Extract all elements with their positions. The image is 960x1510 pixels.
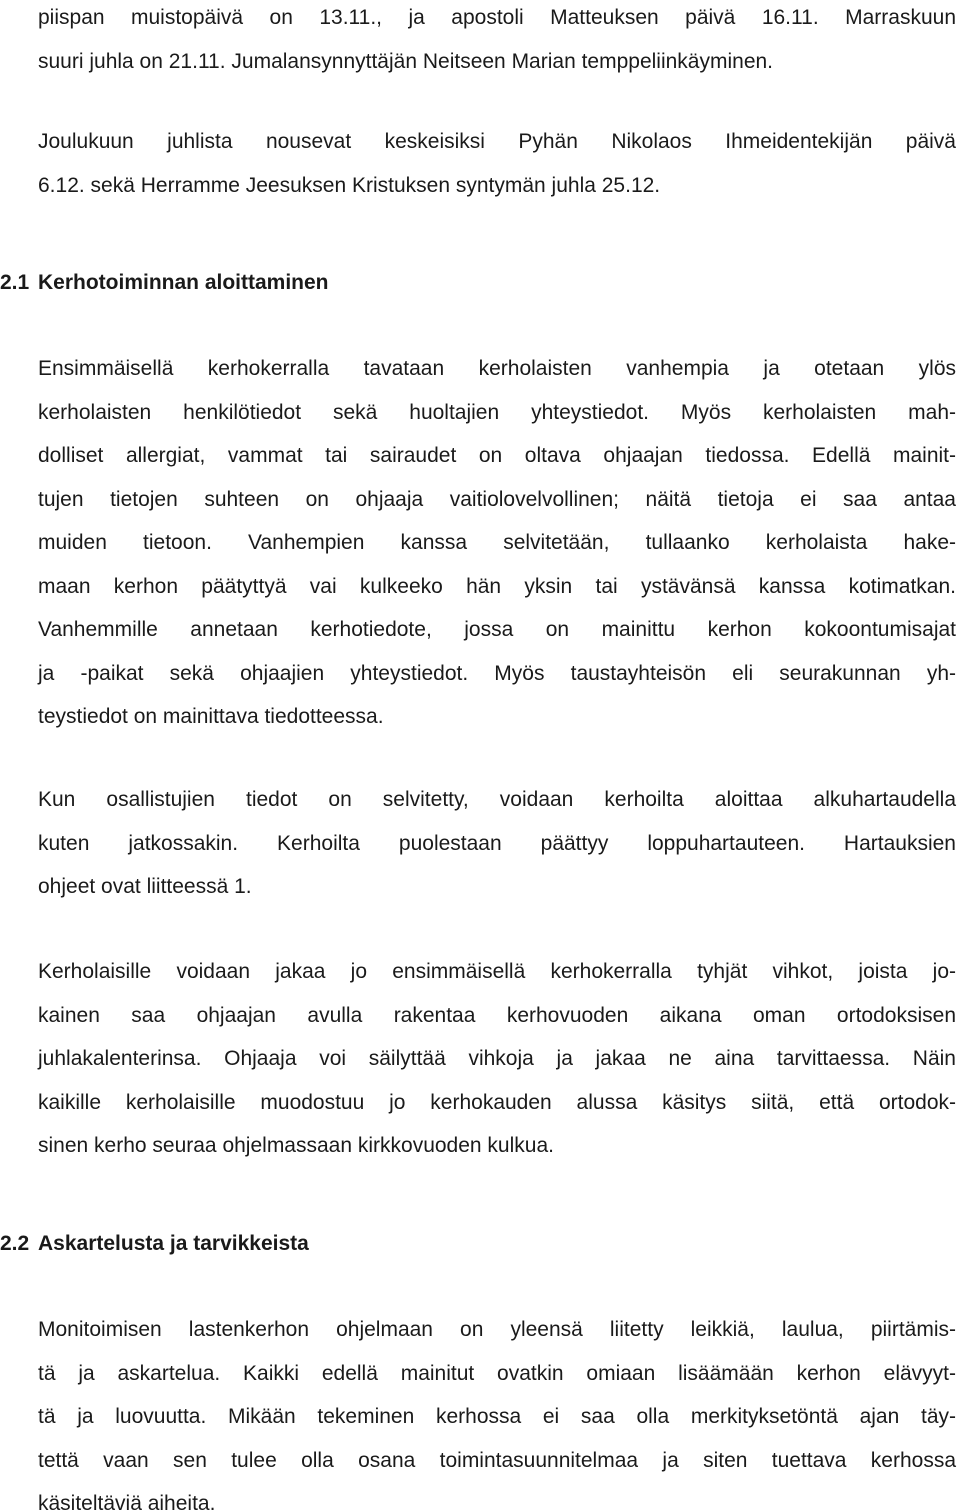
paragraph-askartelu [38, 1308, 956, 1510]
text-line: piispan muistopäivä on 13.11., ja apostoli Matteuksen päivä 16.11. Marraskuun [38, 6, 956, 29]
text-line: tujen tietojen suhteen on ohjaaja vaitiolovelvollinen; näitä tietoja ei saa antaa [38, 487, 956, 511]
text-line: käsiteltäviä aiheita. [38, 1492, 216, 1510]
text-line: kaikille kerholaisille muodostuu jo kerhokauden alussa käsitys siitä, että ortodok- [38, 1090, 956, 1114]
text-line: tä ja askartelua. Kaikki edellä mainitut ovatkin omiaan lisäämään kerhon elävyyt- [38, 1361, 956, 1385]
text-line: 6.12. sekä Herramme Jeesuksen Kristuksen syntymän juhla 25.12. [38, 173, 661, 197]
text-line: Vanhemmille annetaan kerhotiedote, jossa on mainittu kerhon kokoontumisajat [38, 618, 956, 641]
text-line: tettä vaan sen tulee olla osana toimintasuunnitelmaa ja siten tuettava kerhossa [38, 1448, 956, 1472]
text-line: ohjeet ovat liitteessä 1. [38, 875, 252, 898]
text-line: sinen kerho seuraa ohjelmassaan kirkkovuoden kulkua. [38, 1134, 554, 1157]
section-number: 2.2 [0, 1232, 30, 1255]
text-line: Kun osallistujien tiedot on selvitetty, voidaan kerhoilta aloittaa alkuhartaudella [38, 788, 956, 811]
paragraph-vihkot [38, 950, 956, 1168]
text-line: kerholaisten henkilötiedot sekä huoltajien yhteystiedot. Myös kerholaisten mah- [38, 400, 956, 424]
paragraph-kerhotiedot [38, 347, 956, 739]
text-line: teystiedot on mainittava tiedotteessa. [38, 705, 384, 728]
section-title: Askartelusta ja tarvikkeista [38, 1232, 309, 1255]
section-heading-2-2 [0, 1229, 309, 1259]
december-paragraph [38, 120, 956, 207]
text-line: dolliset allergiat, vammat tai sairaudet on oltava ohjaajan tiedossa. Edellä mainit- [38, 444, 956, 467]
text-line: kainen saa ohjaajan avulla rakentaa kerhovuoden aikana oman ortodoksisen [38, 1003, 956, 1027]
paragraph-hartaudet [38, 778, 956, 909]
text-line: maan kerhon päätyttyä vai kulkeeko hän yksin tai ystävänsä kanssa kotimatkan. [38, 574, 956, 598]
text-line: ja -paikat sekä ohjaajien yhteystiedot. Myös taustayhteisön eli seurakunnan yh- [38, 661, 956, 685]
text-line: muiden tietoon. Vanhempien kanssa selvitetään, tullaanko kerholaista hake- [38, 531, 956, 554]
text-line: tä ja luovuutta. Mikään tekeminen kerhossa ei saa olla merkityksetöntä ajan täy- [38, 1405, 956, 1428]
text-line: suuri juhla on 21.11. Jumalansynnyttäjän Neitseen Marian temppeliinkäyminen. [38, 49, 774, 73]
intro-paragraph [38, 0, 956, 83]
text-line: Joulukuun juhlista nousevat keskeisiksi Pyhän Nikolaos Ihmeidentekijän päivä [38, 130, 956, 153]
text-line: Ensimmäisellä kerhokerralla tavataan kerholaisten vanhempia ja otetaan ylös [38, 357, 956, 380]
section-title: Kerhotoiminnan aloittaminen [38, 271, 329, 294]
text-line: Kerholaisille voidaan jakaa jo ensimmäisellä kerhokerralla tyhjät vihkot, joista jo- [38, 960, 956, 983]
section-heading-2-1 [0, 268, 329, 298]
text-line: juhlakalenterinsa. Ohjaaja voi säilyttää vihkoja ja jakaa ne aina tarvittaessa. Näin [38, 1047, 956, 1070]
text-line: Monitoimisen lastenkerhon ohjelmaan on yleensä liitetty leikkiä, laulua, piirtämis- [38, 1318, 956, 1341]
text-line: kuten jatkossakin. Kerhoilta puolestaan päättyy loppuhartauteen. Hartauksien [38, 831, 956, 855]
section-number: 2.1 [0, 271, 30, 294]
